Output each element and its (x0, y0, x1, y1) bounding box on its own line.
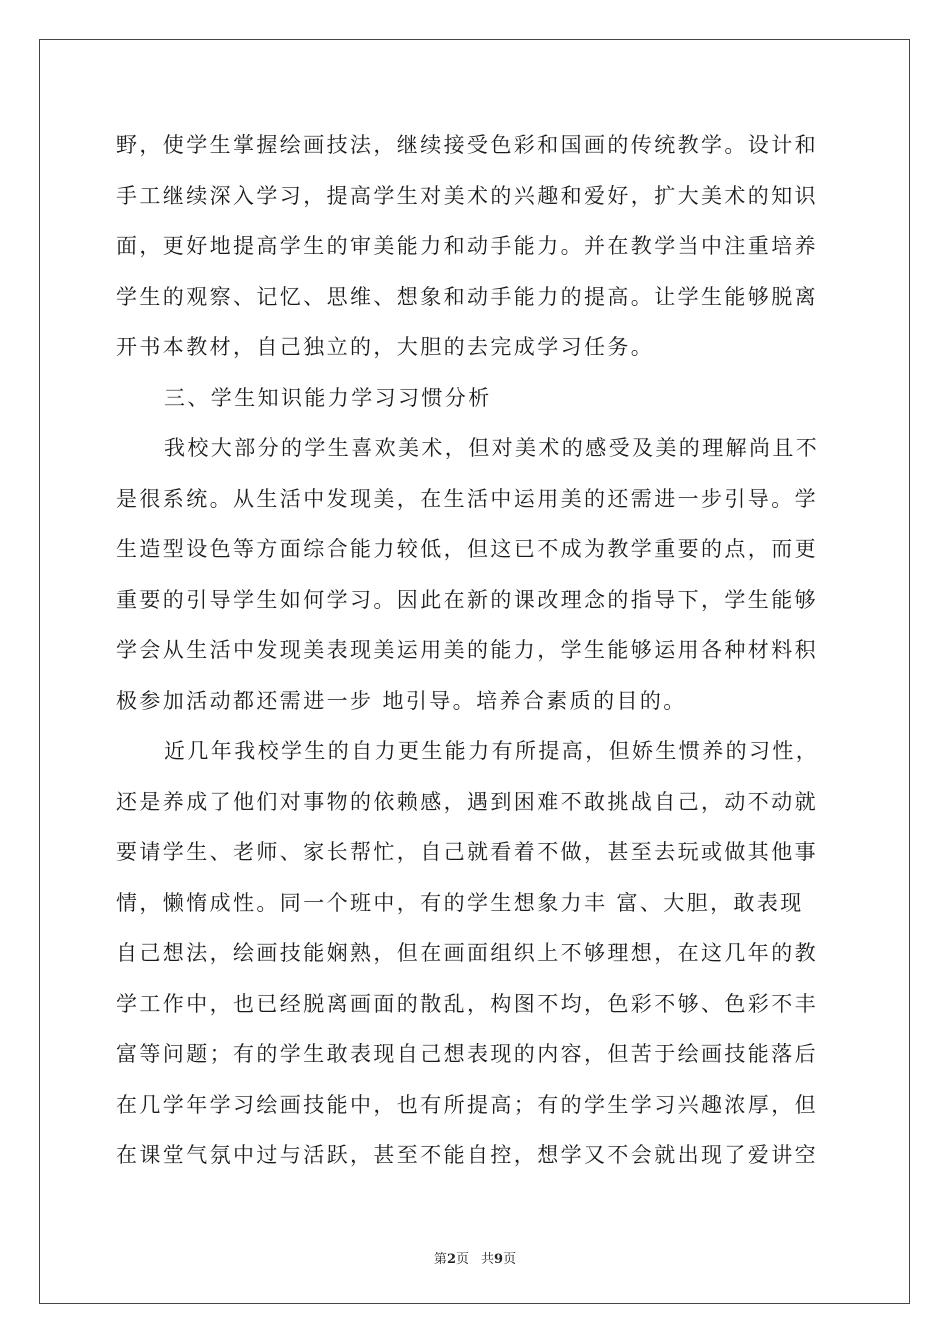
text-line: 是很系统。从生活中发现美，在生活中运用美的还需进一步引导。学 (116, 486, 818, 511)
document-body (116, 130, 834, 1191)
text-line: 野，使学生掌握绘画技法，继续接受色彩和国画的传统教学。设计和 (116, 133, 818, 157)
footer-page-prefix: 第 (433, 1252, 447, 1267)
text-line: 在课堂气氛中过与活跃，甚至不能自控，想学又不会就出现了爱讲空 (116, 1143, 818, 1167)
footer-total-suffix: 页 (503, 1252, 517, 1267)
text-line: 重要的引导学生如何学习。因此在新的课改理念的指导下，学生能够 (116, 587, 818, 612)
text-line: 近几年我校学生的自力更生能力有所提高，但娇生惯养的习性， (164, 739, 820, 763)
footer-page-suffix: 页 (455, 1252, 469, 1267)
footer-total-pages: 9 (494, 1252, 504, 1267)
text-line: 在几学年学习绘画技能中，也有所提高；有的学生学习兴趣浓厚，但 (116, 1092, 818, 1117)
text-line: 开书本教材，自己独立的，大胆的去完成学习任务。 (116, 335, 655, 359)
text-line: 生造型设色等方面综合能力较低，但这已不成为教学重要的点，而更 (116, 537, 818, 561)
text-line: 情，懒惰成性。同一个班中，有的学生想象力丰 富、大胆，敢表现 (116, 890, 804, 915)
text-line: 要请学生、老师、家长帮忙，自己就看着不做，甚至去玩或做其他事 (116, 840, 818, 864)
text-line: 极参加活动都还需进一步 地引导。培养合素质的目的。 (116, 688, 687, 713)
text-line: 学工作中，也已经脱离画面的散乱，构图不均，色彩不够、色彩不丰 (116, 991, 818, 1016)
text-line: 我校大部分的学生喜欢美术，但对美术的感受及美的理解尚且不 (164, 436, 820, 460)
page-footer (0, 1248, 950, 1267)
text-line: 学会从生活中发现美表现美运用美的能力，学生能够运用各种材料积 (116, 638, 818, 662)
text-line: 学生的观察、记忆、思维、想象和动手能力的提高。让学生能够脱离 (116, 284, 818, 309)
footer-total-prefix: 共 (481, 1252, 495, 1267)
text-line: 三、学生知识能力学习习惯分析 (164, 385, 492, 410)
text-line: 还是养成了他们对事物的依赖感，遇到困难不敢挑战自己，动不动就 (116, 789, 818, 814)
footer-current-page: 2 (446, 1252, 456, 1267)
text-line: 面，更好地提高学生的审美能力和动手能力。并在教学当中注重培养 (116, 234, 818, 258)
text-line: 自己想法，绘画技能娴熟，但在画面组织上不够理想，在这几年的教 (116, 941, 818, 965)
text-line: 富等问题；有的学生敢表现自己想表现的内容，但苦于绘画技能落后 (116, 1042, 818, 1066)
text-line: 手工继续深入学习，提高学生对美术的兴趣和爱好，扩大美术的知识 (116, 183, 818, 208)
